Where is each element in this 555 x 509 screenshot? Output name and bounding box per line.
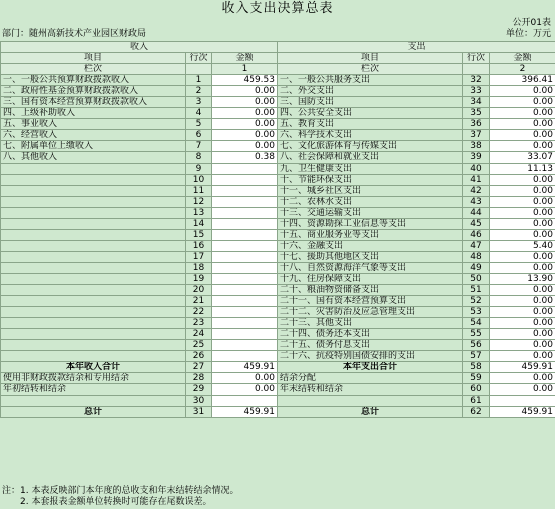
expense-amount: 0.00 [490, 329, 555, 340]
income-row-number: 16 [186, 240, 212, 251]
income-row-number: 18 [186, 262, 212, 273]
income-row-number: 30 [186, 395, 212, 406]
table-row [1, 141, 555, 152]
expense-item: 十、节能环保支出 [278, 174, 463, 185]
income-row-number: 13 [186, 207, 212, 218]
unit-label: 单位：万元 [505, 29, 551, 39]
table-row [1, 251, 555, 262]
expense-column-label: 栏次 [278, 64, 463, 75]
income-amount [212, 285, 278, 296]
table-row [1, 229, 555, 240]
table-row [1, 119, 555, 130]
column-index-row [1, 64, 555, 75]
expense-row-number: 56 [463, 340, 490, 351]
expense-item: 总计 [278, 406, 463, 417]
income-amount [212, 262, 278, 273]
expense-row-number: 54 [463, 318, 490, 329]
income-amount [212, 340, 278, 351]
section-header-row [1, 42, 555, 53]
income-row-number: 5 [186, 119, 212, 130]
income-item-header: 项目 [1, 53, 186, 64]
income-amount [212, 218, 278, 229]
expense-item: 十七、援助其他地区支出 [278, 251, 463, 262]
table-row [1, 395, 555, 406]
footnotes [2, 486, 238, 508]
expense-amount: 0.00 [490, 141, 555, 152]
income-item: 五、事业收入 [1, 119, 186, 130]
income-row-number: 31 [186, 406, 212, 417]
income-amount: 0.00 [212, 130, 278, 141]
expense-item: 年末结转和结余 [278, 384, 463, 395]
expense-item: 二、外交支出 [278, 86, 463, 97]
income-amount [212, 174, 278, 185]
income-amount [212, 229, 278, 240]
income-column-label: 栏次 [1, 64, 186, 75]
expense-item: 结余分配 [278, 373, 463, 384]
income-amount [212, 351, 278, 362]
expense-amount: 396.41 [490, 75, 555, 86]
income-amount [212, 307, 278, 318]
income-item: 总计 [1, 406, 186, 417]
table-row [1, 351, 555, 362]
expense-amount: 0.00 [490, 251, 555, 262]
expense-item: 七、文化旅游体育与传媒支出 [278, 141, 463, 152]
expense-amount: 0.00 [490, 108, 555, 119]
expense-item: 五、教育支出 [278, 119, 463, 130]
income-item [1, 318, 186, 329]
expense-amount: 0.00 [490, 185, 555, 196]
income-row-number: 23 [186, 318, 212, 329]
table-row [1, 196, 555, 207]
form-code: 公开01表 [512, 18, 551, 28]
income-amount: 0.00 [212, 108, 278, 119]
income-row-number: 15 [186, 229, 212, 240]
expense-row-number: 55 [463, 329, 490, 340]
income-amount [212, 318, 278, 329]
expense-amount: 459.91 [490, 362, 555, 373]
expense-row-number: 50 [463, 273, 490, 284]
expense-amount: 0.00 [490, 307, 555, 318]
expense-amount: 0.00 [490, 373, 555, 384]
table-row [1, 152, 555, 163]
income-row-number: 22 [186, 307, 212, 318]
income-amount [212, 329, 278, 340]
expense-rowno-header: 行次 [463, 53, 490, 64]
income-amount [212, 196, 278, 207]
income-item [1, 229, 186, 240]
expense-row-number: 61 [463, 395, 490, 406]
income-item [1, 296, 186, 307]
expense-item: 十六、金融支出 [278, 240, 463, 251]
expense-item: 十二、农林水支出 [278, 196, 463, 207]
income-item [1, 395, 186, 406]
expense-item-header: 项目 [278, 53, 463, 64]
expense-amount: 0.00 [490, 130, 555, 141]
expense-row-number: 46 [463, 229, 490, 240]
expense-item: 本年支出合计 [278, 362, 463, 373]
expense-amount: 0.00 [490, 285, 555, 296]
expense-amount-header: 金额 [490, 53, 555, 64]
grand-total-row [1, 406, 555, 417]
income-item [1, 307, 186, 318]
income-amount: 0.00 [212, 141, 278, 152]
expense-amount: 0.00 [490, 262, 555, 273]
table-row [1, 207, 555, 218]
income-item: 使用非财政拨款结余和专用结余 [1, 373, 186, 384]
expense-row-number: 48 [463, 251, 490, 262]
income-amount [212, 251, 278, 262]
table-row [1, 185, 555, 196]
expense-row-number: 49 [463, 262, 490, 273]
income-row-number: 26 [186, 351, 212, 362]
expense-item: 四、公共安全支出 [278, 108, 463, 119]
income-amount [212, 163, 278, 174]
income-row-number: 11 [186, 185, 212, 196]
expense-item: 九、卫生健康支出 [278, 163, 463, 174]
expense-item: 三、国防支出 [278, 97, 463, 108]
expense-amount: 0.00 [490, 97, 555, 108]
income-amount: 0.38 [212, 152, 278, 163]
expense-amount: 0.00 [490, 296, 555, 307]
expense-amount: 0.00 [490, 207, 555, 218]
expense-item: 六、科学技术支出 [278, 130, 463, 141]
expense-item: 一、一般公共服务支出 [278, 75, 463, 86]
table-row [1, 262, 555, 273]
expense-amount: 0.00 [490, 218, 555, 229]
footnote-2: 2. 本套报表金额单位转换时可能存在尾数误差。 [2, 497, 212, 507]
income-row-number: 6 [186, 130, 212, 141]
table-row [1, 329, 555, 340]
table-row [1, 163, 555, 174]
expense-amount: 0.00 [490, 196, 555, 207]
expense-row-number: 42 [463, 185, 490, 196]
income-item [1, 163, 186, 174]
expense-amount: 0.00 [490, 119, 555, 130]
income-item [1, 207, 186, 218]
table-row [1, 307, 555, 318]
income-item: 年初结转和结余 [1, 384, 186, 395]
expense-item: 二十一、国有资本经营预算支出 [278, 296, 463, 307]
expense-item: 十九、住房保障支出 [278, 273, 463, 284]
expense-item: 十五、商业服务业等支出 [278, 229, 463, 240]
income-amount [212, 185, 278, 196]
income-row-number: 1 [186, 75, 212, 86]
expense-column-index: 2 [490, 64, 555, 75]
expense-item: 二十、粮油物资储备支出 [278, 285, 463, 296]
income-amount [212, 395, 278, 406]
expense-row-number: 37 [463, 130, 490, 141]
expense-item: 二十四、债务还本支出 [278, 329, 463, 340]
income-item: 一、一般公共预算财政拨款收入 [1, 75, 186, 86]
income-row-number: 4 [186, 108, 212, 119]
report-title: 收入支出决算总表 [221, 1, 334, 16]
table-row [1, 384, 555, 395]
income-row-number: 12 [186, 196, 212, 207]
income-item [1, 340, 186, 351]
budget-table [0, 41, 555, 418]
income-item [1, 240, 186, 251]
expense-item: 十一、城乡社区支出 [278, 185, 463, 196]
income-row-number: 7 [186, 141, 212, 152]
expense-amount: 33.07 [490, 152, 555, 163]
expense-amount: 0.00 [490, 174, 555, 185]
income-amount [212, 207, 278, 218]
expense-amount: 11.13 [490, 163, 555, 174]
income-row-number: 17 [186, 251, 212, 262]
expense-amount: 0.00 [490, 384, 555, 395]
expense-amount: 0.00 [490, 340, 555, 351]
income-row-number: 9 [186, 163, 212, 174]
income-row-number: 21 [186, 296, 212, 307]
table-row [1, 318, 555, 329]
expense-row-number: 35 [463, 108, 490, 119]
expense-row-number: 43 [463, 196, 490, 207]
expense-row-number: 62 [463, 406, 490, 417]
income-amount: 0.00 [212, 373, 278, 384]
expense-row-number: 60 [463, 384, 490, 395]
income-row-number: 19 [186, 273, 212, 284]
expense-row-number: 44 [463, 207, 490, 218]
expense-item: 十四、资源勘探工业信息等支出 [278, 218, 463, 229]
expense-amount: 0.00 [490, 229, 555, 240]
expense-amount: 5.40 [490, 240, 555, 251]
income-amount: 0.00 [212, 119, 278, 130]
income-item [1, 351, 186, 362]
expense-row-number: 51 [463, 285, 490, 296]
expense-row-number: 36 [463, 119, 490, 130]
income-row-number: 28 [186, 373, 212, 384]
empty-cell [463, 64, 490, 75]
income-amount: 0.00 [212, 86, 278, 97]
income-row-number: 27 [186, 362, 212, 373]
table-row [1, 97, 555, 108]
income-item [1, 329, 186, 340]
table-row [1, 273, 555, 284]
expense-amount: 459.91 [490, 406, 555, 417]
income-item [1, 174, 186, 185]
table-row [1, 75, 555, 86]
expense-row-number: 57 [463, 351, 490, 362]
expense-item: 二十二、灾害防治及应急管理支出 [278, 307, 463, 318]
income-row-number: 2 [186, 86, 212, 97]
income-amount: 459.91 [212, 406, 278, 417]
expense-row-number: 39 [463, 152, 490, 163]
table-row [1, 296, 555, 307]
income-item [1, 273, 186, 284]
income-item: 六、经营收入 [1, 130, 186, 141]
income-amount [212, 296, 278, 307]
expense-row-number: 41 [463, 174, 490, 185]
table-row [1, 86, 555, 97]
expense-item: 八、社会保障和就业支出 [278, 152, 463, 163]
table-row [1, 130, 555, 141]
income-amount: 459.91 [212, 362, 278, 373]
income-amount [212, 273, 278, 284]
income-amount: 459.53 [212, 75, 278, 86]
expense-row-number: 58 [463, 362, 490, 373]
expense-item: 十三、交通运输支出 [278, 207, 463, 218]
income-amount: 0.00 [212, 384, 278, 395]
income-row-number: 3 [186, 97, 212, 108]
expense-row-number: 52 [463, 296, 490, 307]
table-row [1, 174, 555, 185]
income-item [1, 285, 186, 296]
table-row [1, 108, 555, 119]
income-item [1, 251, 186, 262]
income-item: 本年收入合计 [1, 362, 186, 373]
income-row-number: 14 [186, 218, 212, 229]
expense-amount: 0.00 [490, 318, 555, 329]
table-row [1, 218, 555, 229]
table-row [1, 340, 555, 351]
expense-item: 二十三、其他支出 [278, 318, 463, 329]
income-rowno-header: 行次 [186, 53, 212, 64]
income-column-index: 1 [212, 64, 278, 75]
expense-row-number: 38 [463, 141, 490, 152]
income-row-number: 25 [186, 340, 212, 351]
income-item: 三、国有资本经营预算财政拨款收入 [1, 97, 186, 108]
income-item: 八、其他收入 [1, 152, 186, 163]
income-row-number: 29 [186, 384, 212, 395]
expense-row-number: 59 [463, 373, 490, 384]
expense-item: 二十五、债务付息支出 [278, 340, 463, 351]
income-row-number: 10 [186, 174, 212, 185]
expense-amount: 0.00 [490, 351, 555, 362]
expense-row-number: 45 [463, 218, 490, 229]
income-amount: 0.00 [212, 97, 278, 108]
income-item [1, 262, 186, 273]
income-amount [212, 240, 278, 251]
column-header-row [1, 53, 555, 64]
expense-row-number: 34 [463, 97, 490, 108]
expense-section-header: 支出 [278, 42, 555, 53]
expense-item [278, 395, 463, 406]
expense-row-number: 32 [463, 75, 490, 86]
expense-item: 二十六、抗疫特别国债安排的支出 [278, 351, 463, 362]
table-row [1, 373, 555, 384]
expense-row-number: 47 [463, 240, 490, 251]
department-label: 部门：随州高新技术产业园区财政局 [2, 29, 147, 39]
income-item [1, 218, 186, 229]
income-item [1, 196, 186, 207]
expense-row-number: 53 [463, 307, 490, 318]
expense-amount: 13.90 [490, 273, 555, 284]
income-item: 四、上级补助收入 [1, 108, 186, 119]
income-row-number: 24 [186, 329, 212, 340]
empty-cell [186, 64, 212, 75]
expense-amount: 0.00 [490, 86, 555, 97]
expense-row-number: 33 [463, 86, 490, 97]
income-row-number: 20 [186, 285, 212, 296]
table-row [1, 240, 555, 251]
income-row-number: 8 [186, 152, 212, 163]
footnote-1: 注：1. 本表反映部门本年度的总收支和年末结转结余情况。 [2, 486, 239, 496]
income-item: 七、附属单位上缴收入 [1, 141, 186, 152]
table-row [1, 285, 555, 296]
income-section-header: 收入 [1, 42, 278, 53]
expense-item: 十八、自然资源海洋气象等支出 [278, 262, 463, 273]
income-amount-header: 金额 [212, 53, 278, 64]
year-total-row [1, 362, 555, 373]
expense-amount [490, 395, 555, 406]
income-item [1, 185, 186, 196]
income-item: 二、政府性基金预算财政拨款收入 [1, 86, 186, 97]
expense-row-number: 40 [463, 163, 490, 174]
